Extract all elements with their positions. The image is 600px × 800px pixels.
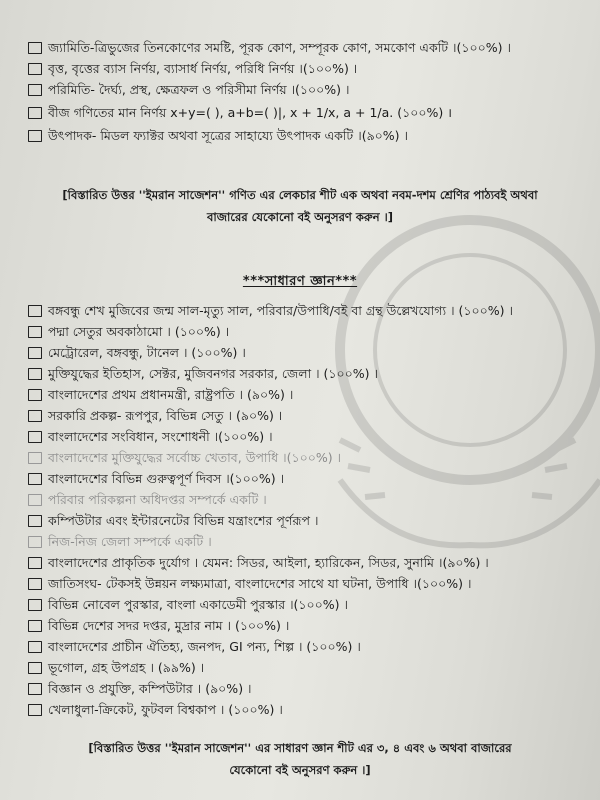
list-item: জাতিসংঘ- টেকসই উন্নয়ন লক্ষ্যমাত্রা, বাংলাদেশের সাথে যা ঘটনা, উপাধি ।(১০০%) । [28, 573, 590, 594]
book-icon [28, 473, 42, 484]
book-icon [28, 704, 42, 715]
book-icon [28, 641, 42, 652]
book-icon [28, 494, 42, 505]
gk-reference-note: [বিস্তারিত উত্তর ''ইমরান সাজেশন'' এর সাধারণ জ্ঞান শীট এর ৩, ৪ এবং ৬ অথবা বাজারের যেকোনো বই অনুসরণ করুন ।] [88, 741, 512, 777]
book-icon [28, 620, 42, 631]
book-icon [28, 410, 42, 421]
list-item: মেট্রোরেল, বঙ্গবন্ধু, টানেল । (১০০%) । [28, 342, 590, 363]
list-item: বীজ গণিতের মান নির্ণয় x+y=( ), a+b=( )|, x + 1/x, a + 1/a. (১০০%) । [28, 100, 590, 125]
list-item: ভূগোল, গ্রহ উপগ্রহ । (৯৯%) । [28, 657, 590, 678]
book-icon [28, 578, 42, 589]
list-item: জ্যামিতি-ত্রিভুজের তিনকোণের সমষ্টি, পূরক কোণ, সম্পূরক কোণ, সমকোণ একটি ।(১০০%) । [28, 37, 590, 58]
section-heading: ***সাধারণ জ্ঞান*** [242, 274, 358, 289]
book-icon [28, 84, 42, 95]
book-icon [28, 557, 42, 568]
book-icon [28, 599, 42, 610]
book-icon [28, 515, 42, 526]
book-icon [28, 326, 42, 337]
book-icon [28, 662, 42, 673]
list-item: বাংলাদেশের বিভিন্ন গুরুত্বপূর্ণ দিবস ।(১০০%) । [28, 468, 590, 489]
math-topic-list [28, 37, 590, 146]
list-item: বিভিন্ন দেশের সদর দপ্তর, মুদ্রার নাম । (১০০%) । [28, 615, 590, 636]
list-item: সরকারি প্রকল্প- রূপপুর, বিভিন্ন সেতু । (৯০%) । [28, 405, 590, 426]
list-item: উৎপাদক- মিডল ফ্যাক্টর অথবা সূত্রের সাহায্যে উৎপাদক একটি ।(৯০%) । [28, 125, 590, 146]
list-item: বৃত্ত, বৃত্তের ব্যাস নির্ণয়, ব্যাসার্ধ নির্ণয়, পরিধি নির্ণয় ।(১০০%) । [28, 58, 590, 79]
book-icon [28, 431, 42, 442]
gk-topic-list [28, 300, 590, 720]
list-item: বাংলাদেশের প্রাকৃতিক দুর্যোগ । যেমন: সিডর, আইলা, হ্যারিকেন, সিডর, সুনামি ।(৯০%) । [28, 552, 590, 573]
list-item: বাংলাদেশের প্রাচীন ঐতিহ্য, জনপদ, GI পন্য, শিল্প । (১০০%) । [28, 636, 590, 657]
list-item: কম্পিউটার এবং ইন্টারনেটের বিভিন্ন যন্ত্রাংশের পূর্ণরূপ । [28, 510, 590, 531]
list-item: বঙ্গবন্ধু শেখ মুজিবের জন্ম সাল-মৃত্যু সাল, পরিবার/উপাধি/বই বা গ্রন্থ উল্লেখযোগ্য । (১০০%) । [28, 300, 590, 321]
book-icon [28, 107, 42, 118]
list-item: পরিবার পরিকল্পনা অধিদপ্তর সম্পর্কে একটি । [28, 489, 590, 510]
book-icon [28, 130, 42, 141]
book-icon [28, 347, 42, 358]
list-item: বিজ্ঞান ও প্রযুক্তি, কম্পিউটার । (৯০%) । [28, 678, 590, 699]
list-item: বাংলাদেশের মুক্তিযুদ্ধের সর্বোচ্চ খেতাব, উপাধি ।(১০০%) । [28, 447, 590, 468]
list-item: খেলাধুলা-ক্রিকেট, ফুটবল বিশ্বকাপ । (১০০%) । [28, 699, 590, 720]
book-icon [28, 683, 42, 694]
list-item: মুক্তিযুদ্ধের ইতিহাস, সেক্টর, মুজিবনগর সরকার, জেলা । (১০০%) । [28, 363, 590, 384]
book-icon [28, 305, 42, 316]
book-icon [28, 63, 42, 74]
list-item: বাংলাদেশের সংবিধান, সংশোধনী ।(১০০%) । [28, 426, 590, 447]
book-icon [28, 368, 42, 379]
list-item: নিজ-নিজ জেলা সম্পর্কে একটি । [28, 531, 590, 552]
list-item: পদ্মা সেতুর অবকাঠামো । (১০০%) । [28, 321, 590, 342]
book-icon [28, 452, 42, 463]
book-icon [28, 389, 42, 400]
book-icon [28, 42, 42, 53]
list-item: পরিমিতি- দৈর্ঘ্য, প্রস্থ, ক্ষেত্রফল ও পরিসীমা নির্ণয় ।(১০০%) । [28, 79, 590, 100]
book-icon [28, 536, 42, 547]
list-item: বিভিন্ন নোবেল পুরস্কার, বাংলা একাডেমী পুরস্কার ।(১০০%) । [28, 594, 590, 615]
math-reference-note: [বিস্তারিত উত্তর ''ইমরান সাজেশন'' গণিত এর লেকচার শীট এক অথবা নবম-দশম শ্রেণির পাঠ্যবই অথবা বাজারের যেকোনো বই অনুসরণ করুন ।] [62, 188, 538, 224]
list-item: বাংলাদেশের প্রথম প্রধানমন্ত্রী, রাষ্ট্রপতি । (৯০%) । [28, 384, 590, 405]
